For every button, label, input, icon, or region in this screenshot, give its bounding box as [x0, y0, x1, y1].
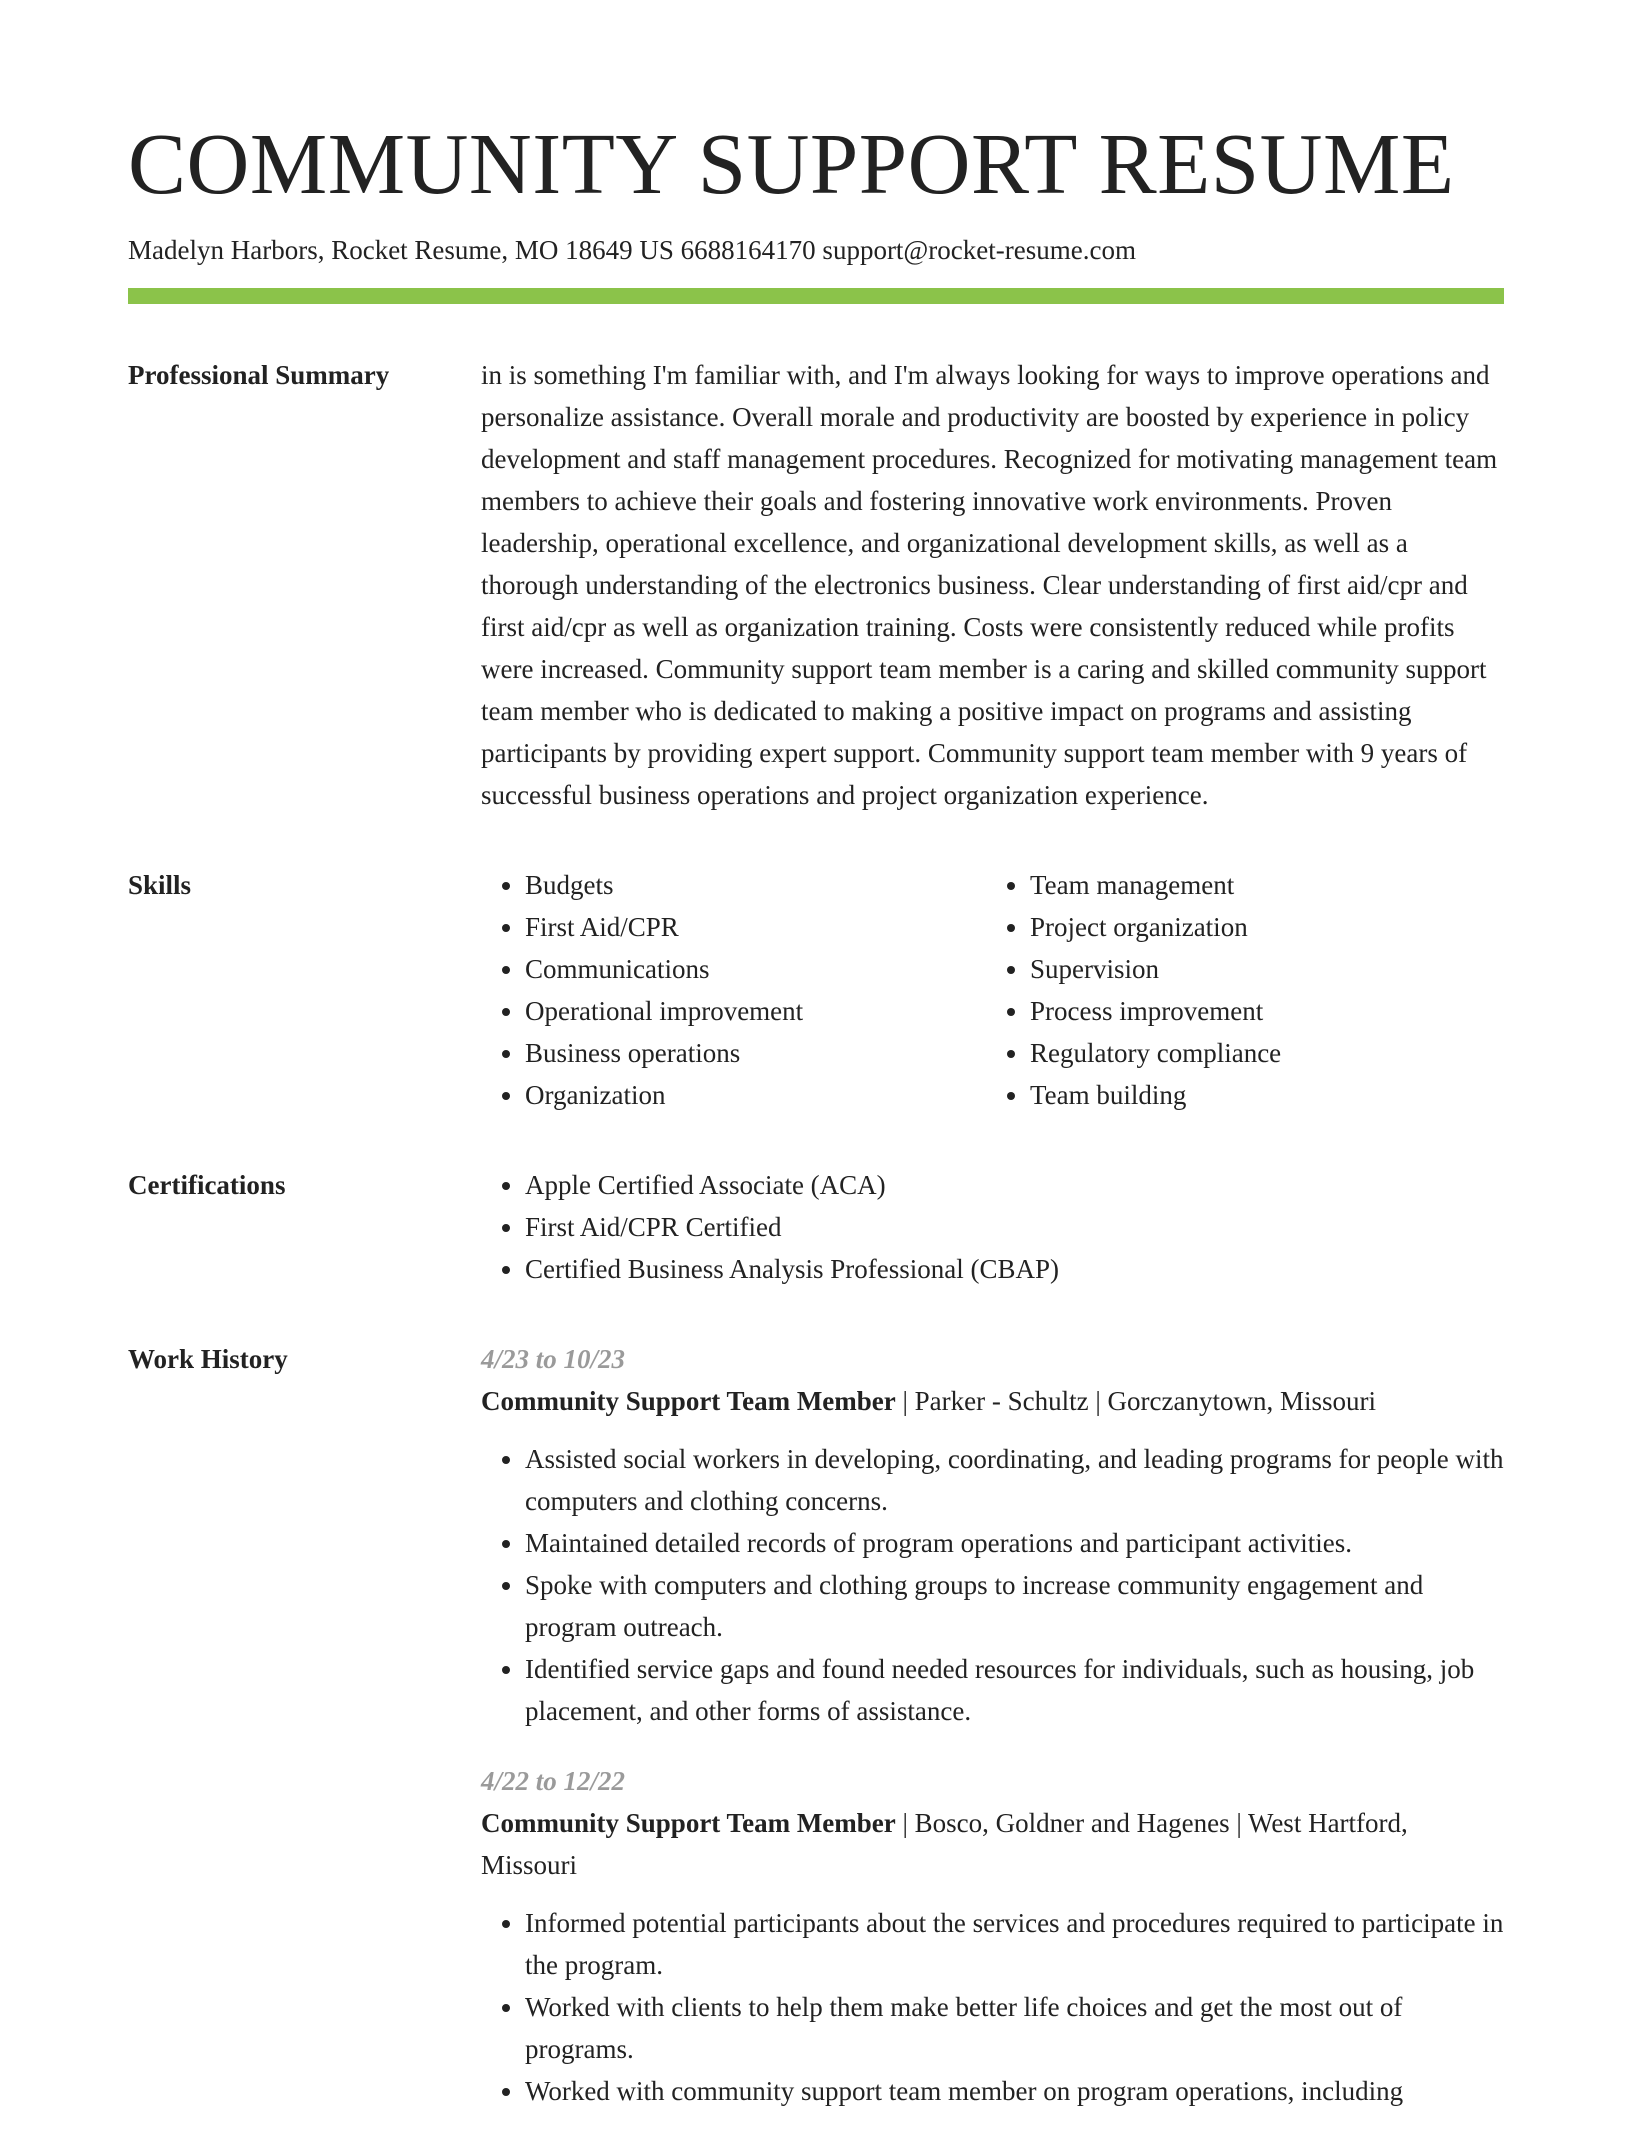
skill-item: • Team building	[1030, 1074, 1504, 1116]
skill-item: • Business operations	[525, 1032, 986, 1074]
job-bullets	[481, 1438, 1504, 1732]
skill-item: • Process improvement	[1030, 990, 1504, 1032]
summary-section	[128, 354, 1504, 816]
summary-text: in is something I'm familiar with, and I'm always looking for ways to improve operations and personalize assistance. Overall morale and productivity are boosted by experience in policy development and staff management procedures. Recognized for motivating management team members to achieve their goals and fostering innovative work environments. Proven leadership, operational excellence, and organizational development skills, as well as a thorough understanding of the electronics business. Clear understanding of first aid/cpr and first aid/cpr as well as organization training. Costs were consistently reduced while profits were increased. Community support team member is a caring and skilled community support team member who is dedicated to making a positive impact on programs and assisting participants by providing expert support. Community support team member with 9 years of successful business operations and project organization experience.	[481, 360, 1498, 811]
job-bullet: • Spoke with computers and clothing groups to increase community engagement and program outreach.	[525, 1564, 1504, 1648]
work-history-heading: Work History	[128, 1344, 288, 1375]
certifications-section	[128, 1164, 1504, 1290]
summary-heading: Professional Summary	[128, 360, 390, 391]
skill-item: • Organization	[525, 1074, 986, 1116]
job-entry	[481, 1760, 1504, 2112]
job-bullet: • Maintained detailed records of program operations and participant activities.	[525, 1522, 1504, 1564]
certifications-heading: Certifications	[128, 1170, 286, 1201]
jobs-list	[481, 1338, 1504, 2140]
job-heading	[481, 1802, 1504, 1886]
header-divider	[128, 288, 1504, 304]
job-dates: 4/22 to 12/22	[481, 1766, 626, 1797]
skill-item: • Budgets	[525, 864, 986, 906]
job-details: | Parker - Schultz | Gorczanytown, Missouri	[895, 1386, 1376, 1417]
certifications-list	[481, 1164, 1504, 1290]
job-heading	[481, 1380, 1504, 1422]
job-details: | Bosco, Goldner and Hagenes | West Hartford, Missouri	[481, 1808, 1408, 1881]
skill-item: • First Aid/CPR	[525, 906, 986, 948]
certification-item: • Apple Certified Associate (ACA)	[525, 1164, 1504, 1206]
skills-list-right	[986, 864, 1504, 1116]
skill-item: • Regulatory compliance	[1030, 1032, 1504, 1074]
job-entry	[481, 1338, 1504, 1732]
certification-item: • Certified Business Analysis Professional (CBAP)	[525, 1248, 1504, 1290]
skill-item: • Supervision	[1030, 948, 1504, 990]
job-dates: 4/23 to 10/23	[481, 1344, 626, 1375]
job-bullet: • Informed potential participants about the services and procedures required to participate in the program.	[525, 1902, 1504, 1986]
job-title: Community Support Team Member	[481, 1386, 896, 1417]
work-history-section	[128, 1338, 1504, 2140]
job-title: Community Support Team Member	[481, 1808, 896, 1839]
job-bullet: • Worked with community support team member on program operations, including	[525, 2070, 1504, 2112]
skill-item: • Communications	[525, 948, 986, 990]
skills-section	[128, 864, 1504, 1116]
job-bullet: • Assisted social workers in developing, coordinating, and leading programs for people with computers and clothing concerns.	[525, 1438, 1504, 1522]
skills-heading: Skills	[128, 870, 192, 901]
job-bullet: • Identified service gaps and found needed resources for individuals, such as housing, job placement, and other forms of assistance.	[525, 1648, 1504, 1732]
job-bullets	[481, 1902, 1504, 2112]
job-bullet: • Worked with clients to help them make better life choices and get the most out of programs.	[525, 1986, 1504, 2070]
skills-columns	[481, 864, 1504, 1116]
skill-item: • Project organization	[1030, 906, 1504, 948]
contact-line: Madelyn Harbors, Rocket Resume, MO 18649 US 6688164170 support@rocket-resume.com	[128, 235, 1136, 265]
certification-item: • First Aid/CPR Certified	[525, 1206, 1504, 1248]
skills-list-left	[481, 864, 986, 1116]
skill-item: • Team management	[1030, 864, 1504, 906]
skill-item: • Operational improvement	[525, 990, 986, 1032]
resume-title: COMMUNITY SUPPORT RESUME	[128, 115, 1455, 212]
